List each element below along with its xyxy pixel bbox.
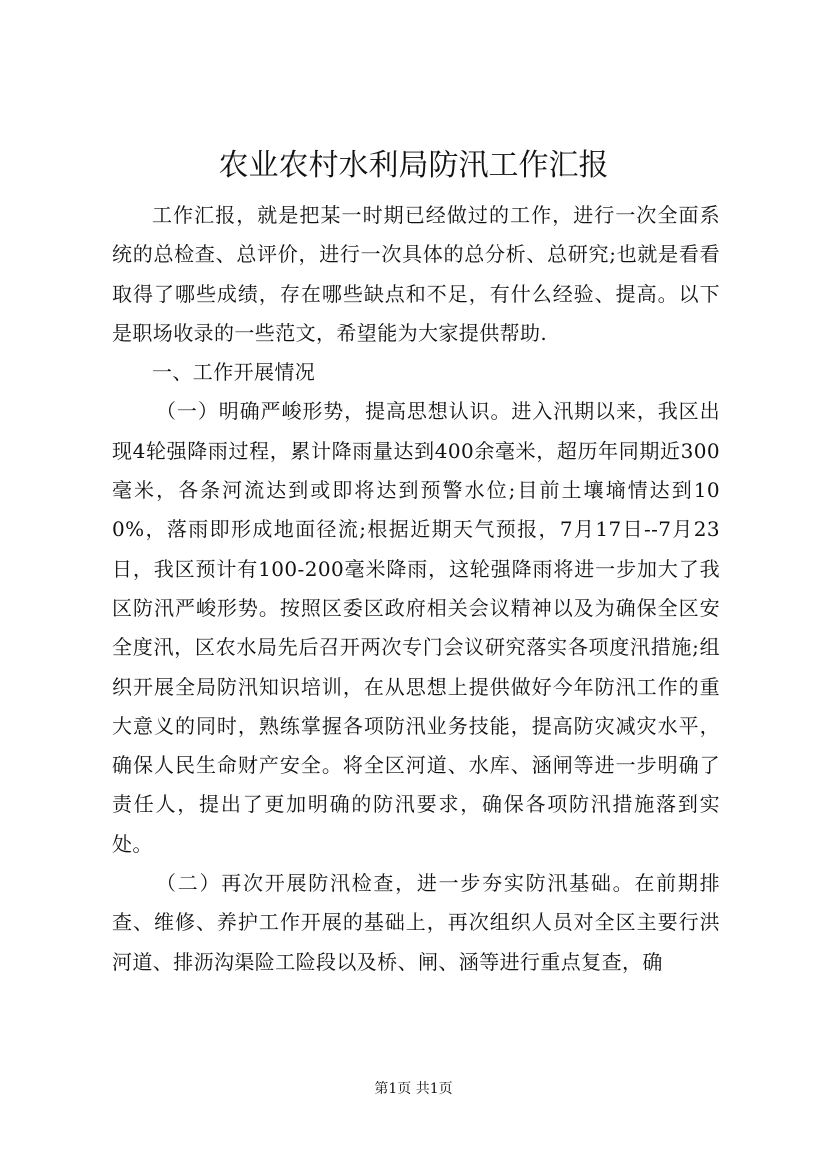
section-heading: 一、工作开展情况	[152, 360, 316, 385]
subsection-paragraph-1: （一）明确严峻形势，提高思想认识。进入汛期以来，我区出现4轮强降雨过程，累计降雨量达到400余毫米，超历年同期近300毫米，各条河流达到或即将达到预警水位;目前土壤墒情达到100%，落雨即形成地面径流;根据近期天气预报，7月17日--7月23日，我区预计有100-200毫米降雨，这轮强降雨将进一步加大了我区防汛严峻形势。按照区委区政府相关会议精神以及为确保全区安全度汛，区农水局先后召开两次专门会议研究落实各项度汛措施;组织开展全局防汛知识培训，在从思想上提供做好今年防汛工作的重大意义的同时，熟练掌握各项防汛业务技能，提高防灾减灾水平，确保人民生命财产安全。将全区河道、水库、涵闸等进一步明确了责任人，提出了更加明确的防汛要求，确保各项防汛措施落到实处。	[112, 399, 720, 856]
intro-paragraph: 工作汇报，就是把某一时期已经做过的工作，进行一次全面系统的总检查、总评价，进行一次具体的总分析、总研究;也就是看看取得了哪些成绩，存在哪些缺点和不足，有什么经验、提高。以下是职场收录的一些范文，希望能为大家提供帮助.	[112, 203, 720, 345]
document-title: 农业农村水利局防汛工作汇报	[218, 148, 609, 183]
subsection-paragraph-2: （二）再次开展防汛检查，进一步夯实防汛基础。在前期排查、维修、养护工作开展的基础上，再次组织人员对全区主要行洪河道、排沥沟渠险工险段以及桥、闸、涵等进行重点复查，确	[112, 871, 720, 974]
document-body	[112, 196, 720, 982]
page-footer: 第1页 共1页	[374, 1081, 453, 1097]
